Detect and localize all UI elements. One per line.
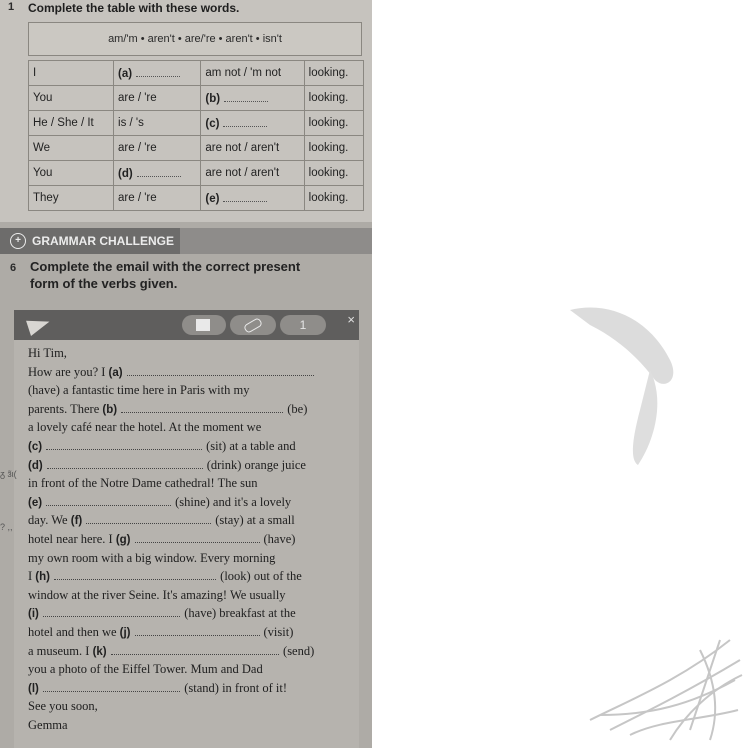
table-row	[29, 136, 364, 161]
gap-label: (k)	[92, 645, 107, 658]
cell-text: (a)	[118, 68, 133, 80]
cell-text: am not / 'm not	[205, 67, 282, 79]
gap-label: (a)	[108, 366, 123, 379]
cell-text: I	[33, 67, 37, 79]
verb-hint: (visit)	[263, 625, 294, 639]
line-text: you a photo of the Eiffel Tower. Mum and Dad	[28, 662, 263, 677]
line-text: See you soon,	[28, 699, 98, 714]
line-text: window at the river Seine. It's amazing! We usually	[28, 587, 286, 602]
gap-label: (e)	[28, 496, 43, 509]
email-line	[28, 662, 263, 677]
table-cell	[29, 161, 114, 186]
table-cell	[304, 61, 363, 86]
answer-blank[interactable]	[121, 403, 283, 413]
gap-label: (l)	[28, 682, 39, 695]
cell-text: looking.	[308, 117, 349, 129]
cell-text: You	[33, 92, 53, 104]
table-cell	[114, 111, 201, 136]
cell-text: is / 's	[118, 117, 144, 129]
table-row	[29, 111, 364, 136]
answer-blank[interactable]	[47, 459, 203, 469]
email-line	[28, 532, 295, 547]
email-line	[28, 513, 295, 528]
gap-label: (b)	[102, 403, 118, 416]
table-cell	[201, 186, 304, 211]
answer-blank[interactable]	[135, 533, 260, 543]
table-cell	[29, 136, 114, 161]
table-cell	[114, 136, 201, 161]
table-cell	[304, 111, 363, 136]
cell-text: are not / aren't	[205, 142, 280, 154]
email-line	[28, 699, 98, 714]
cell-text: looking.	[308, 142, 349, 154]
email-line	[28, 458, 306, 473]
cell-text: are / 're	[118, 92, 157, 104]
answer-blank[interactable]	[54, 570, 216, 580]
cell-text: looking.	[308, 67, 349, 79]
table-row	[29, 86, 364, 111]
textbook-page	[0, 0, 372, 748]
table-cell	[29, 186, 114, 211]
email-line	[28, 644, 314, 659]
table-cell	[201, 136, 304, 161]
email-line	[28, 681, 287, 696]
gap-label: (g)	[115, 534, 131, 546]
table-cell	[114, 86, 201, 111]
word-bank: am/'m • aren't • are/'re • aren't • isn't	[28, 22, 362, 56]
email-line	[28, 365, 318, 380]
email-line	[28, 495, 291, 510]
cell-text: looking.	[308, 167, 349, 179]
table-cell	[114, 61, 201, 86]
line-text: I	[28, 569, 36, 584]
line-text: Gemma	[28, 718, 68, 732]
title-line: Complete the email with the correct present	[30, 259, 301, 274]
cell-text: are / 're	[118, 192, 157, 204]
table-cell	[304, 186, 363, 211]
gap-label: (f)	[70, 515, 83, 528]
grammar-challenge-header	[0, 228, 180, 254]
table-cell	[29, 111, 114, 136]
cell-text: We	[33, 142, 51, 154]
verb-hint: (send)	[283, 643, 315, 658]
cell-text: looking.	[308, 192, 349, 204]
cell-text: He / She / It	[33, 117, 94, 129]
answer-blank[interactable]	[111, 645, 279, 655]
answer-blank[interactable]	[86, 514, 211, 524]
email-line	[28, 606, 296, 621]
answer-blank[interactable]	[224, 91, 268, 102]
table-cell	[201, 161, 304, 186]
pencil-scribble	[570, 620, 748, 748]
email-body	[14, 340, 359, 748]
table-row	[29, 186, 364, 211]
verb-hint: (sit) at a table and	[206, 439, 296, 453]
counter-button[interactable]: 1	[280, 315, 326, 335]
line-text: Hi Tim,	[28, 346, 67, 360]
attach-button[interactable]	[230, 315, 276, 335]
cell-text: (b)	[205, 93, 221, 105]
exercise-title: Complete the table with these words.	[28, 1, 240, 15]
exercise-number: 1	[8, 1, 15, 13]
margin-scribble: ? ,,	[0, 522, 13, 532]
verb-hint: (have)	[263, 532, 296, 546]
edit-button[interactable]	[182, 315, 226, 335]
cell-text: (c)	[205, 118, 220, 130]
email-line	[28, 718, 68, 733]
answer-blank[interactable]	[223, 116, 267, 127]
answer-blank[interactable]	[223, 191, 267, 202]
verb-hint: (be)	[287, 401, 308, 416]
answer-blank[interactable]	[135, 626, 260, 636]
header-strip	[180, 228, 372, 254]
email-line	[28, 346, 67, 361]
table-cell	[114, 186, 201, 211]
verb-hint: (have) breakfast at the	[184, 606, 296, 621]
email-line	[28, 588, 286, 603]
table-cell	[304, 136, 363, 161]
exercise-1	[0, 0, 372, 222]
answer-blank[interactable]	[43, 607, 180, 617]
plus-icon: +	[10, 233, 26, 249]
verb-hint: (shine) and it's a lovely	[175, 494, 292, 509]
grammar-challenge-title: GRAMMAR CHALLENGE	[32, 234, 174, 248]
line-text: How are you? I	[28, 364, 109, 379]
email-line	[28, 402, 307, 417]
answer-blank[interactable]	[136, 66, 180, 77]
cell-text: are not / aren't	[205, 167, 280, 179]
gap-label: (c)	[28, 441, 43, 453]
table-row	[29, 61, 364, 86]
table-cell	[304, 86, 363, 111]
line-text: my own room with a big window. Every morning	[28, 550, 276, 565]
email-line	[28, 439, 296, 454]
answer-blank[interactable]	[46, 440, 202, 450]
exercise-number: 6	[10, 262, 17, 274]
line-text: (have) a fantastic time here in Paris with my	[28, 383, 250, 398]
email-line	[28, 569, 302, 584]
cell-text: You	[33, 167, 53, 179]
line-text: in front of the Notre Dame cathedral! The sun	[28, 476, 258, 491]
verb-hint: (drink) orange juice	[206, 457, 306, 472]
title-line: form of the verbs given.	[30, 276, 178, 291]
paperclip-icon	[243, 317, 263, 334]
gap-label: (d)	[28, 459, 43, 472]
cell-text: (e)	[205, 193, 220, 205]
cell-text: are / 're	[118, 142, 157, 154]
gap-label: (j)	[119, 627, 131, 639]
table-cell	[201, 61, 304, 86]
answer-blank[interactable]	[43, 682, 180, 692]
table-cell	[29, 61, 114, 86]
line-text: hotel and then we	[28, 625, 120, 639]
exercise-title	[30, 258, 350, 292]
conjugation-table	[28, 60, 364, 211]
line-text: a museum. I	[28, 643, 93, 658]
email-line	[28, 551, 275, 566]
cell-text: (d)	[118, 168, 133, 180]
email-toolbar	[14, 310, 359, 340]
close-icon[interactable]: ×	[347, 312, 355, 327]
line-text: parents. There	[28, 401, 103, 416]
table-cell	[114, 161, 201, 186]
answer-blank[interactable]	[46, 496, 171, 506]
table-cell	[201, 111, 304, 136]
gap-label: (h)	[35, 571, 50, 584]
table-cell	[304, 161, 363, 186]
verb-hint: (look) out of the	[220, 569, 302, 584]
cell-text: looking.	[308, 92, 349, 104]
margin-scribble: ᵹ ɜ̃ι(	[0, 469, 17, 479]
email-line	[28, 625, 293, 640]
verb-hint: (stand) in front of it!	[184, 680, 288, 695]
table-row	[29, 161, 364, 186]
grammar-challenge-section	[0, 222, 372, 748]
answer-blank[interactable]	[137, 166, 181, 177]
line-text: hotel near here. I	[28, 532, 116, 546]
line-text: day. We	[28, 513, 71, 528]
pencil-smudge	[560, 290, 690, 470]
line-text: a lovely café near the hotel. At the moment we	[28, 420, 262, 435]
table-cell	[29, 86, 114, 111]
edit-icon	[196, 319, 210, 331]
send-icon[interactable]	[26, 314, 52, 336]
answer-blank[interactable]	[127, 366, 314, 376]
cell-text: They	[33, 192, 59, 204]
email-line	[28, 383, 249, 398]
table-cell	[201, 86, 304, 111]
email-line	[28, 420, 261, 435]
verb-hint: (stay) at a small	[215, 513, 295, 528]
gap-label: (i)	[28, 608, 39, 621]
email-line	[28, 476, 258, 491]
